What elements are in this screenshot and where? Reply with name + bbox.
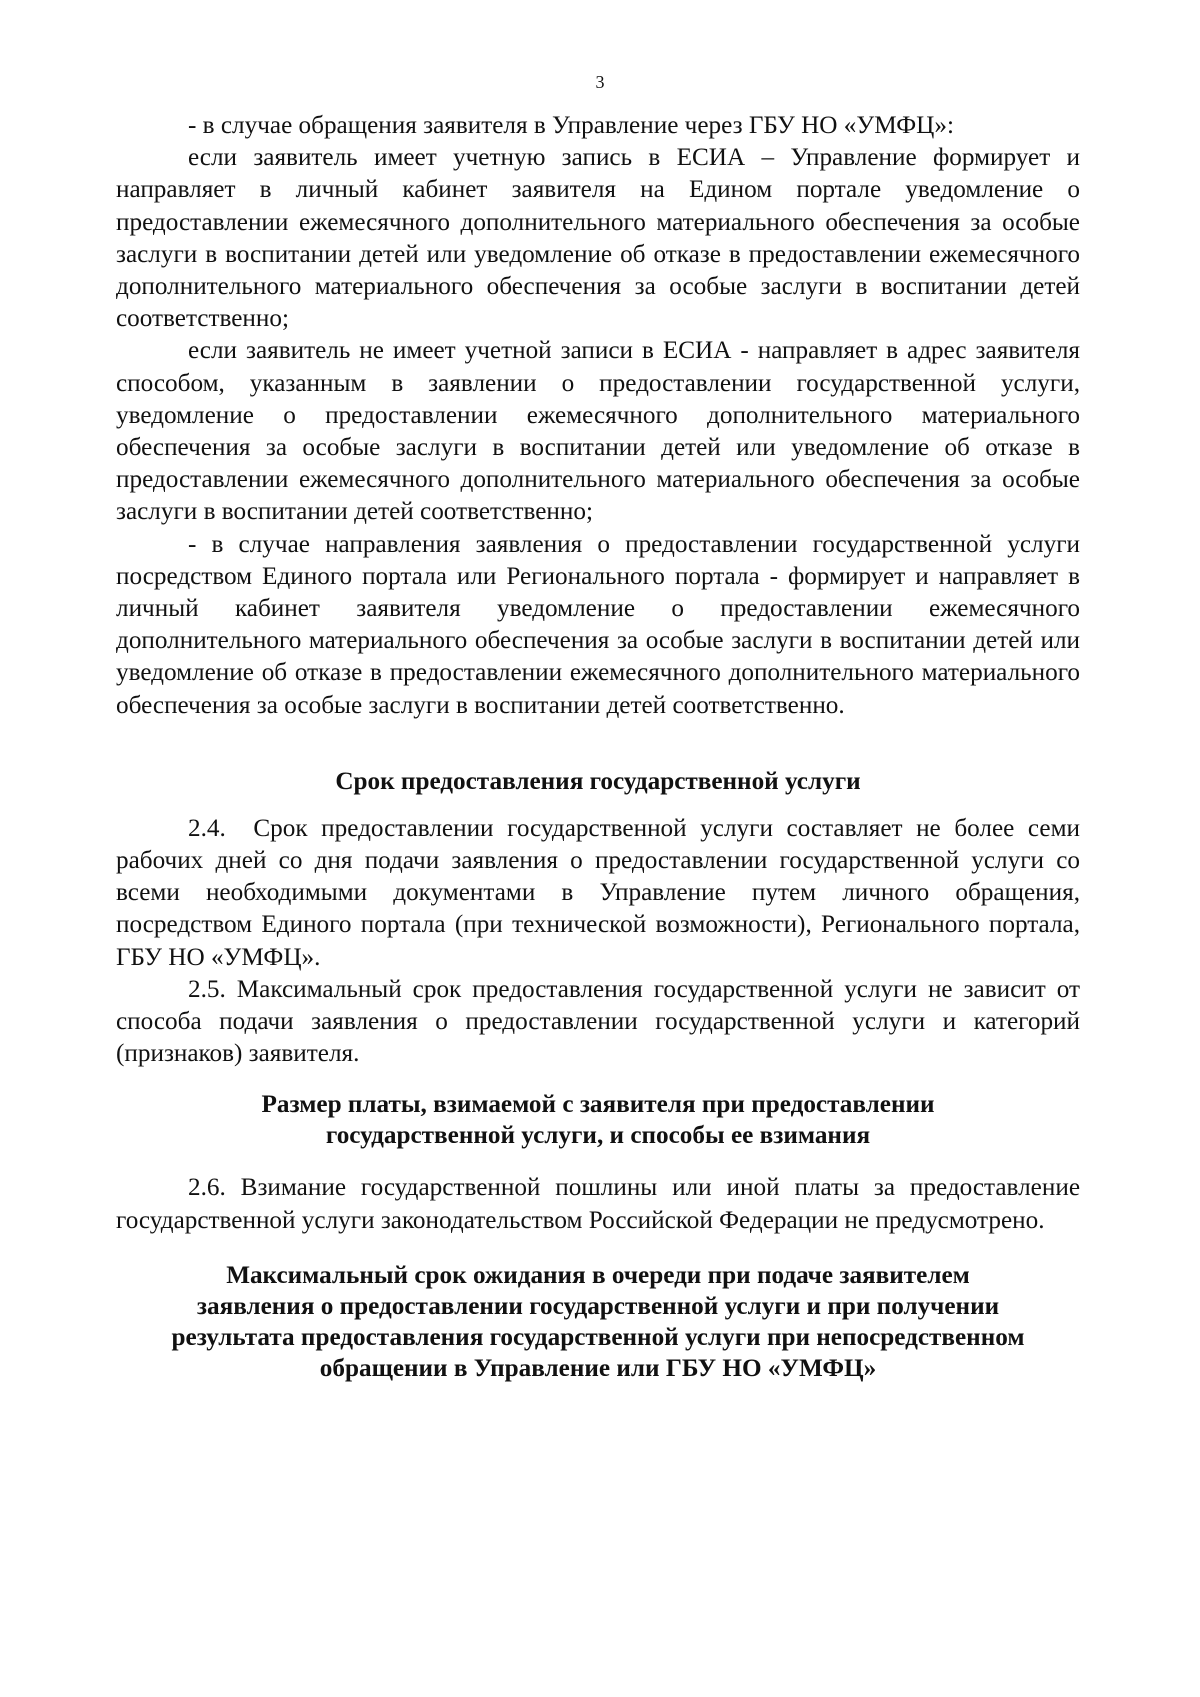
paragraph-2-4 [116, 813, 1080, 974]
heading-fee-line-1: Размер платы, взимаемой с заявителя при предоставлении [261, 1091, 935, 1119]
page-number: 3 [595, 72, 605, 92]
paragraph-portal-case: - в случае направления заявления о предоставлении государственной услуги посредством Единого портала или Регионального портала - формирует и направляет в личный кабинет заявителя уведомление о предоставлении ежемесячного дополнительного материального обеспечения за особые заслуги в воспитании детей или уведомление об отказе в предоставлении ежемесячного дополнительного материального обеспечения за особые заслуги в воспитании детей соответственно. [116, 530, 1080, 719]
heading-queue-time [116, 1260, 1080, 1384]
paragraph-2-4-text: Срок предоставлении государственной услуги составляет не более семи рабочих дней со дня подачи заявления о предоставлении государственной услуги со всеми необходимыми документами в Управление путем личного обращения, посредством Единого портала (при технической возможности), Регионального портала, ГБУ НО «УМФЦ». [116, 814, 1080, 971]
paragraph-2-4-number: 2.4. [188, 814, 226, 842]
paragraph-umfc-case: - в случае обращения заявителя в Управление через ГБУ НО «УМФЦ»: [188, 112, 954, 139]
heading-service-term: Срок предоставления государственной услуги [335, 767, 861, 795]
paragraph-esia-account: если заявитель имеет учетную запись в ЕСИА – Управление формирует и направляет в личный кабинет заявителя на Едином портале уведомление о предоставлении ежемесячного дополнительного материального обеспечения за особые заслуги в воспитании детей или уведомление об отказе в предоставлении ежемесячного дополнительного материального обеспечения за особые заслуги в воспитании детей соответственно; [116, 144, 1080, 333]
heading-queue-line-4: обращении в Управление или ГБУ НО «УМФЦ» [319, 1354, 877, 1382]
heading-queue-line-1: Максимальный срок ожидания в очереди при подаче заявителем [226, 1261, 970, 1289]
heading-queue-line-2: заявления о предоставлении государственной услуги и при получении [196, 1292, 1000, 1320]
heading-fee [116, 1089, 1080, 1151]
heading-queue-line-3: результата предоставления государственной услуги при непосредственном [171, 1323, 1025, 1351]
paragraph-2-6: 2.6. Взимание государственной пошлины или иной платы за предоставление государственной услуги законодательством Российской Федерации не предусмотрено. [116, 1174, 1080, 1234]
paragraph-no-esia-account: если заявитель не имеет учетной записи в ЕСИА - направляет в адрес заявителя способом, указанным в заявлении о предоставлении государственной услуги, уведомление о предоставлении ежемесячного дополнительного материального обеспечения за особые заслуги в воспитании детей или уведомление об отказе в предоставлении ежемесячного дополнительного материального обеспечения за особые заслуги в воспитании детей соответственно; [116, 337, 1080, 526]
paragraph-2-5: 2.5. Максимальный срок предоставления государственной услуги не зависит от способа подачи заявления о предоставлении государственной услуги и категорий (признаков) заявителя. [116, 975, 1080, 1068]
document-body [116, 110, 1080, 1384]
heading-fee-line-2: государственной услуги, и способы ее взимания [325, 1122, 871, 1150]
